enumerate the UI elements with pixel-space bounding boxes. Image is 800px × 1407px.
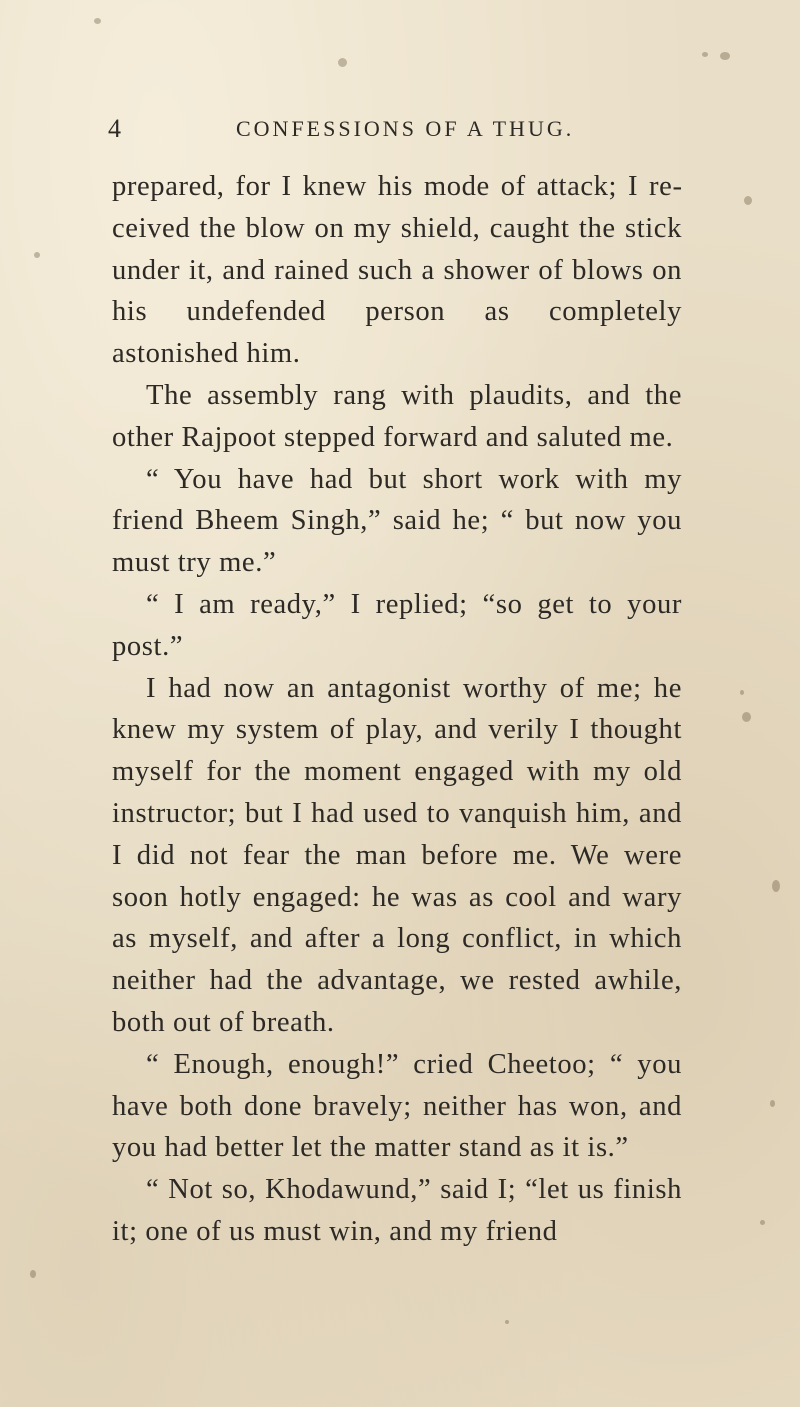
paper-speck [760,1220,765,1225]
paragraph-6: “ Enough, enough!” cried Cheetoo; “ you have both done bravely; neither has won, and you had better let the matter stand as it is.” [112,1048,682,1164]
paragraph-1: prepared, for I knew his mode of attack; I received the blow on my shield, caught the stick under it, and rained such a shower of blows on his undefended person as completely astonished him. [112,171,682,370]
page-number: 4 [108,114,122,143]
paper-speck [94,18,101,24]
paper-speck [702,52,708,57]
paper-speck [744,196,752,205]
paper-speck [34,252,40,258]
paper-speck [30,1270,36,1278]
paper-speck [770,1100,775,1107]
paragraph-4: “ I am ready,” I replied; “so get to your post.” [112,588,682,662]
paper-speck [740,690,744,695]
body-text [112,166,682,1253]
paper-speck [772,880,780,892]
paper-speck [338,58,347,67]
paragraph-2: The assembly rang with plaudits, and the other Rajpoot stepped forward and saluted me. [112,379,682,453]
paper-speck [742,712,751,722]
paper-speck [720,52,730,60]
paragraph-7: “ Not so, Khodawund,” said I; “let us finish it; one of us must win, and my friend [112,1174,682,1247]
running-title: CONFESSIONS OF A THUG. [236,116,575,141]
paper-speck [505,1320,509,1324]
page-header [108,112,688,148]
paragraph-5: I had now an antagonist worthy of me; he knew my system of play, and verily I thought myself for the moment engaged with my old instructor; but I had used to vanquish him, and I did not fear the man before me. We were soon hotly engaged: he was as cool and wary as myself, and after a long conflict, in which neither had the advantage, we rested awhile, both out of breath. [112,672,682,1038]
paragraph-3: “ You have had but short work with my friend Bheem Singh,” said he; “ but now you must try me.” [112,463,682,579]
